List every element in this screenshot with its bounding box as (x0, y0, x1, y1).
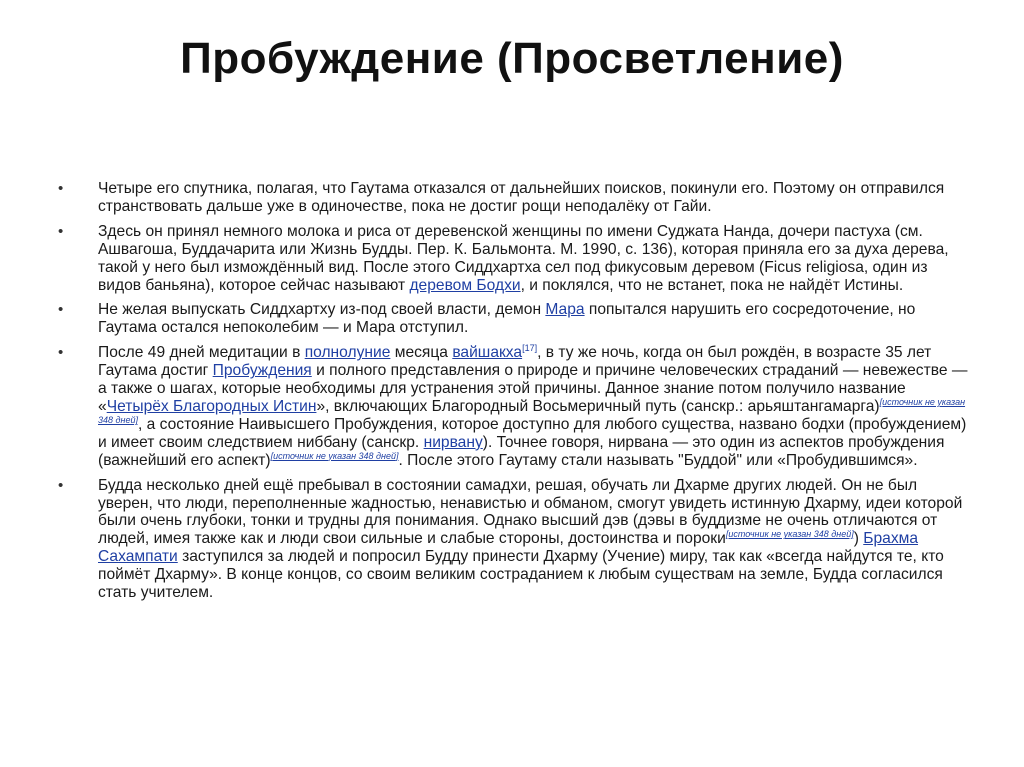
bullet-text: ). Точнее говоря, нирвана — это один из аспектов пробуждения (важнейший его аспект) (98, 433, 945, 469)
bullet-text: , в ту же ночь, когда он был рождён, в возрасте 35 лет Гаутама достиг (98, 344, 932, 380)
bullet-text: Здесь он принял немного молока и риса от деревенской женщины по имени Суджата Нанда, дочери пастуха (см. Ашвагоша, Буддачарита или Жизнь Будды. Пер. К. Бальмонта. М. 1990, с. 136), которая приняла его за духа дерева, такой у него был измождённый вид. После этого Сиддхартха сел под фикусовым деревом (Ficus religiosa, один из видов баньяна), которое сейчас называют (98, 222, 949, 294)
link-full-moon[interactable]: полнолуние (304, 344, 391, 362)
link-awakening[interactable]: Пробуждения (212, 362, 312, 380)
bullet-icon: • (58, 180, 64, 197)
bullet-text: ) (853, 530, 864, 548)
bullet-icon: • (58, 301, 64, 319)
bullet-text: попытался нарушить его сосредоточение, но Гаутама остался непоколебим — и Мара отступил. (98, 301, 916, 337)
bullet-icon: • (58, 344, 64, 362)
bullet-list (58, 180, 968, 609)
citation-needed[interactable]: [источник не указан 348 дней] (270, 450, 399, 461)
slide-title: Пробуждение (Просветление) (180, 34, 844, 83)
bullet-text: . После этого Гаутаму стали называть "Буддой" или «Пробудившимся». (398, 451, 918, 469)
bullet-text: , а состояние Наивысшего Пробуждения, которое доступно для любого существа, названо бодхи (пробуждением) и имеет своим следствием ниббану (санскр. (98, 415, 967, 451)
bullet-item (58, 477, 968, 602)
link-mara[interactable]: Мара (545, 301, 585, 319)
link-vaishakha[interactable]: вайшакха (452, 344, 523, 362)
bullet-text: месяца (390, 344, 453, 362)
link-bodhi-tree[interactable]: деревом Бодхи (409, 276, 521, 294)
bullet-icon: • (58, 222, 64, 240)
bullet-icon: • (58, 476, 64, 494)
bullet-text: Четыре его спутника, полагая, что Гаутама отказался от дальнейших поисков, покинули его. Поэтому он отправился странствовать дальше уже в одиночестве, пока не достиг рощи неподалёку от Гайи. (98, 180, 945, 215)
bullet-text: Будда несколько дней ещё пребывал в состоянии самадхи, решая, обучать ли Дхарме других людей. Он не был уверен, что люди, переполненные жадностью, ненавистью и обманом, смогут увидеть истинную Дхарму, идеи которой были очень глубоки, тонки и трудны для понимания. Однако высший дэв (дэвы в буддизме не очень отличаются от людей, имея также как и люди свои сильные и слабые стороны, достоинства и пороки (98, 476, 963, 548)
bullet-text: », включающих Благородный Восьмеричный путь (санскр.: арьяштангамарга) (316, 397, 880, 415)
bullet-text: , и поклялся, что не встанет, пока не найдёт Истины. (520, 276, 904, 294)
bullet-item (58, 344, 968, 469)
link-four-noble-truths[interactable]: Четырёх Благородных Истин (106, 397, 317, 415)
footnote-ref[interactable]: [17] (522, 343, 538, 354)
citation-needed[interactable]: [источник не указан 348 дней] (725, 529, 854, 540)
bullet-text: заступился за людей и попросил Будду принести Дхарму (Учение) миру, так как «всегда найдутся те, кто поймёт Дхарму». В конце концов, со своим великим состраданием к любым существам на земле, Будда согласился стать учителем. (98, 548, 944, 602)
bullet-text: Не желая выпускать Сиддхартху из-под своей власти, демон (98, 301, 546, 319)
bullet-text: После 49 дней медитации в (98, 344, 305, 362)
link-nirvana[interactable]: нирвану (423, 433, 483, 451)
link-brahma-sahampati[interactable]: Брахма Сахампати (98, 530, 919, 566)
bullet-item (58, 180, 968, 216)
bullet-text: и полного представления о природе и причине человеческих страданий — невежестве — а также о шагах, которые необходимы для устранения этой причины. Данное знание потом получило название « (98, 362, 968, 415)
bullet-item (58, 223, 968, 295)
bullet-item (58, 301, 968, 337)
citation-needed[interactable]: [источник не указан 348 дней] (98, 396, 966, 425)
